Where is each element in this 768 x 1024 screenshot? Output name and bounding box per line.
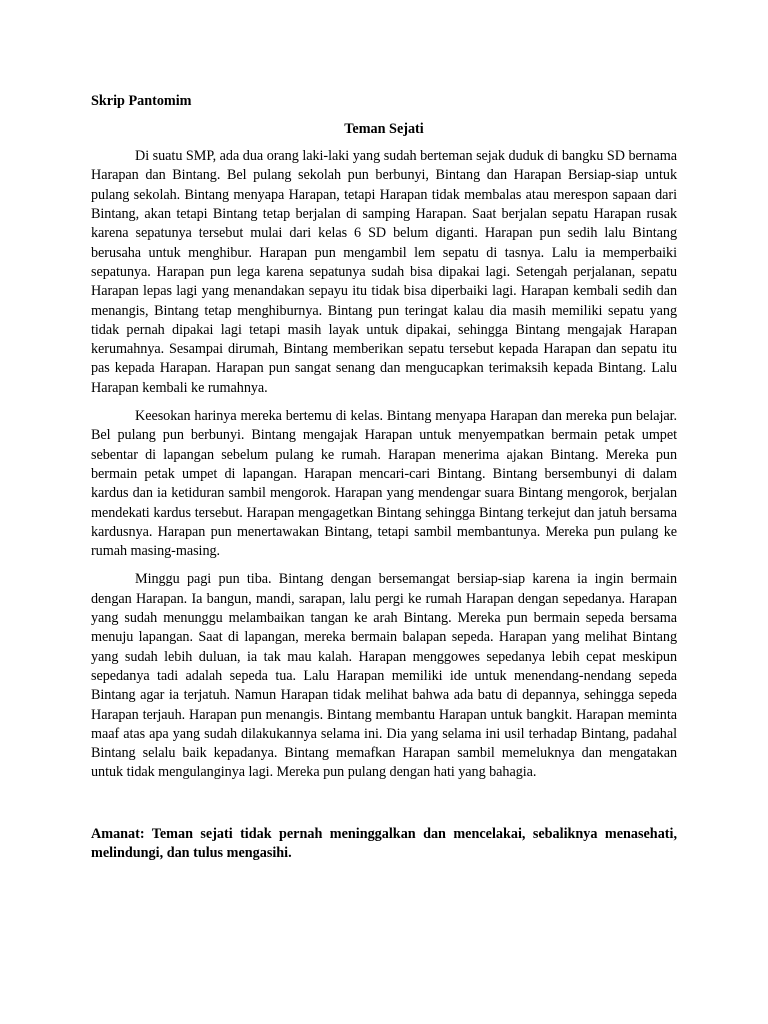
paragraph-2: Keesokan harinya mereka bertemu di kelas. Bintang menyapa Harapan dan mereka pun belajar. Bel pulang pun berbunyi. Bintang mengajak Harapan untuk menyempatkan bermain petak umpet sebentar di lapangan sebelum pulang ke rumah. Harapan menerima ajakan Bintang. Mereka pun bermain petak umpet di lapangan. Harapan mencari-cari Bintang. Bintang bersembunyi di dalam kardus dan ia ketiduran sambil mengorok. Harapan yang mendengar suara Bintang mengorok, berjalan mendekati kardus tersebut. Harapan mengagetkan Bintang sehingga Bintang terkejut dan jatuh bersama kardusnya. Harapan pun menertawakan Bintang, tetapi sambil membantunya. Mereka pun pulang ke rumah masing-masing. bbox=[91, 408, 677, 560]
story-title: Teman Sejati bbox=[344, 120, 424, 137]
document-heading: Skrip Pantomim bbox=[91, 93, 192, 109]
paragraph-3: Minggu pagi pun tiba. Bintang dengan bersemangat bersiap-siap karena ia ingin bermain dengan Harapan. Ia bangun, mandi, sarapan, lalu pergi ke rumah Harapan dengan sepedanya. Harapan yang sudah menunggu melambaikan tangan ke arah Bintang. Mereka pun bermain sepeda bersama menuju lapangan. Saat di lapangan, mereka bermain balapan sepeda. Harapan yang melihat Bintang yang sudah lebih duluan, ia tak mau kalah. Harapan menggowes sepedanya lebih cepat meskipun sepedanya tadi adalah sepeda tua. Lalu Harapan memiliki ide untuk menendang-nendang sepeda Bintang agar ia terjatuh. Namun Harapan tidak melihat bahwa ada batu di depannya, sehingga sepeda Harapan terjauh. Harapan pun menangis. Bintang membantu Harapan untuk bangkit. Harapan meminta maaf atas apa yang sudah dilakukannya selama ini. Dia yang selama ini usil terhadap Bintang, padahal Bintang selalu baik kepadanya. Bintang memafkan Harapan sambil memeluknya dan mengatakan untuk tidak mengulanginya lagi. Mereka pun pulang dengan hati yang bahagia. bbox=[91, 571, 677, 781]
document-page bbox=[91, 92, 677, 864]
moral-message: Amanat: Teman sejati tidak pernah meninggalkan dan mencelakai, sebaliknya menasehati, melindungi, dan tulus mengasihi. bbox=[91, 825, 677, 862]
paragraph-1: Di suatu SMP, ada dua orang laki-laki yang sudah berteman sejak duduk di bangku SD bernama Harapan dan Bintang. Bel pulang sekolah pun berbunyi, Bintang dan Harapan Bersiap-siap untuk pulang sekolah. Bintang menyapa Harapan, tetapi Harapan tidak membalas atau merespon sapaan dari Bintang, akan tetapi Bintang tetap berjalan di samping Harapan. Saat berjalan sepatu Harapan rusak karena sepatunya tersebut mulai dari kelas 6 SD belum diganti. Harapan pun sedih lalu Bintang berusaha untuk menghibur. Harapan pun mengambil lem sepatu di tasnya. Lalu ia memperbaiki sepatunya. Harapan pun lega karena sepatunya sudah bisa dipakai lagi. Setengah perjalanan, sepatu Harapan lepas lagi yang menandakan sepayu itu tidak bisa diperbaiki lagi. Harapan kembali sedih dan menangis, Bintang tetap menghiburnya. Bintang pun teringat kalau dia masih memiliki sepatu yang tidak pernah dipakai lagi tetapi masih layak untuk dipakai, sehingga Bintang mengajak Harapan kerumahnya. Sesampai dirumah, Bintang memberikan sepatu tersebut kepada Harapan dan sepatu itu pas kepada Harapan. Harapan pun sangat senang dan mengucapkan terimaksih kepada Bintang. Lalu Harapan kembali ke rumahnya. bbox=[91, 148, 677, 396]
